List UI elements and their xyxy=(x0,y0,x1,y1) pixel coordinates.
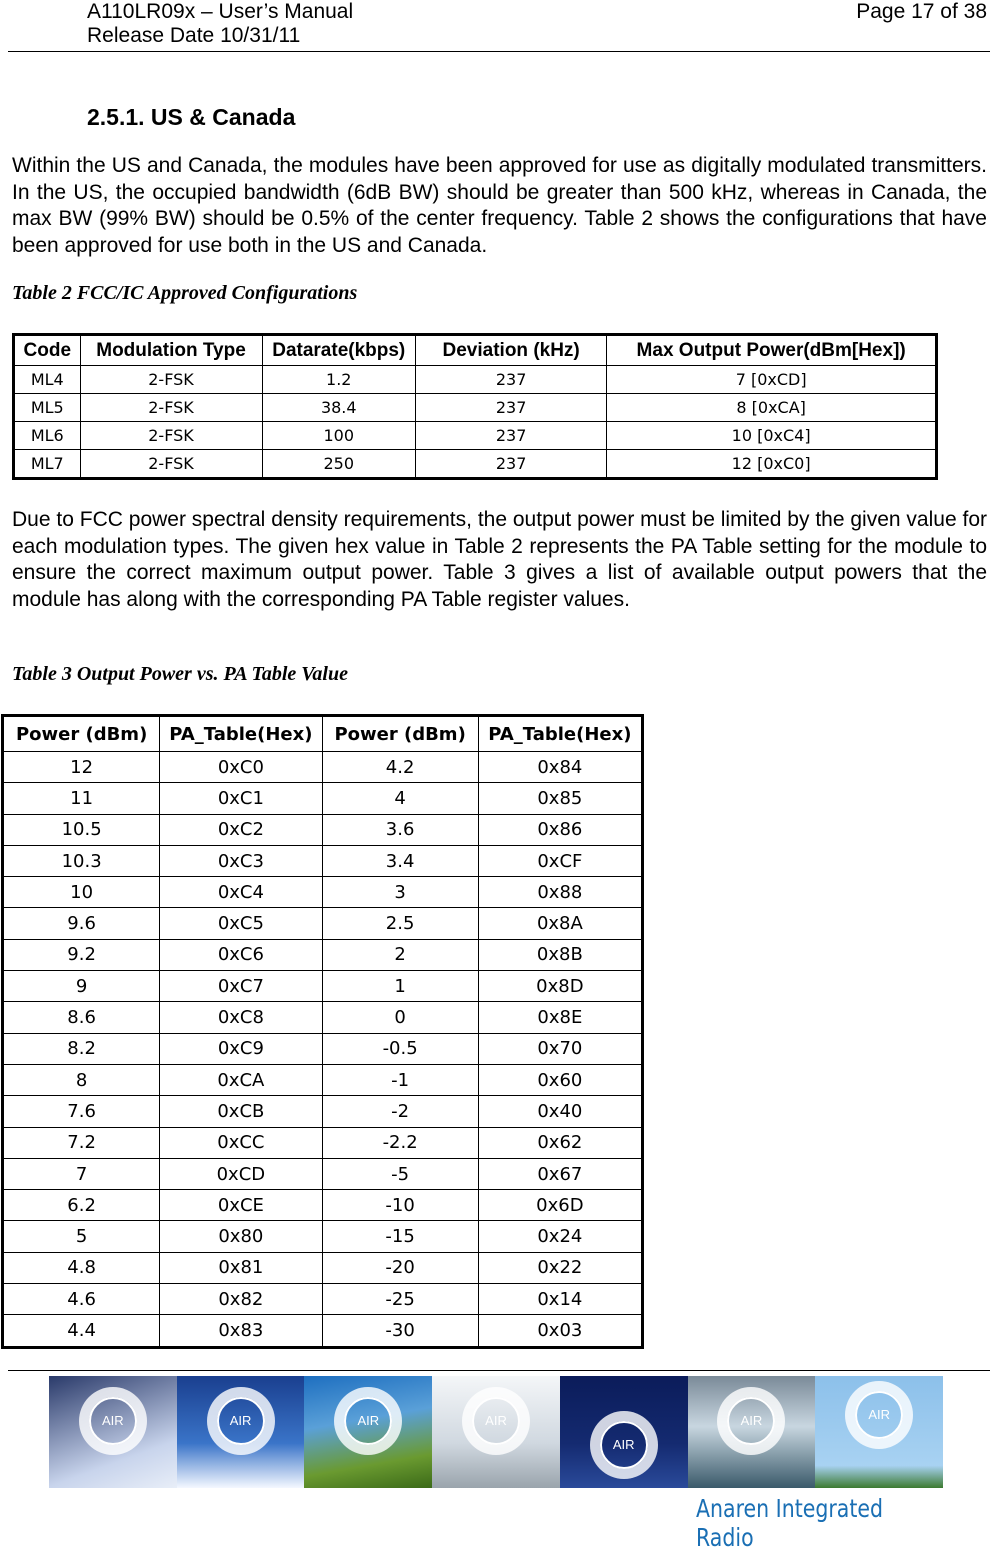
table-cell: 10 xyxy=(3,877,160,908)
table-cell: 4.4 xyxy=(3,1315,160,1347)
table-cell: 9 xyxy=(3,971,160,1002)
table-row xyxy=(3,1221,643,1252)
table-cell: -1 xyxy=(322,1064,478,1095)
table-cell: ML5 xyxy=(14,394,81,422)
table-cell: 0x8E xyxy=(478,1002,642,1033)
table-cell: -2.2 xyxy=(322,1127,478,1158)
table-row xyxy=(3,845,643,876)
table-cell: -15 xyxy=(322,1221,478,1252)
table-cell: 0x24 xyxy=(478,1221,642,1252)
table-cell: 0xCE xyxy=(160,1190,322,1221)
table-cell: 2-FSK xyxy=(80,422,262,450)
table-cell: ML6 xyxy=(14,422,81,450)
table-row xyxy=(3,971,643,1002)
table-cell: 12 [0xC0] xyxy=(607,450,937,479)
table-cell: 0x6D xyxy=(478,1190,642,1221)
table-cell: 8.6 xyxy=(3,1002,160,1033)
table-cell: 1 xyxy=(322,971,478,1002)
banner-image-cyclist: AIR xyxy=(304,1376,432,1488)
table-cell: 0x67 xyxy=(478,1158,642,1189)
table-cell: 8 xyxy=(3,1064,160,1095)
banner-image-kayaker: AIR xyxy=(688,1376,816,1488)
banner-image-snowboarder: AIR xyxy=(432,1376,560,1488)
column-header: Modulation Type xyxy=(80,335,262,366)
table-cell: ML4 xyxy=(14,366,81,394)
table-cell: 100 xyxy=(262,422,416,450)
table-row xyxy=(3,908,643,939)
brand-logo-text: Anaren Integrated Radio xyxy=(696,1494,884,1552)
table-cell: 0x82 xyxy=(160,1284,322,1315)
table2-caption: Table 2 FCC/IC Approved Configurations xyxy=(12,282,358,304)
approved-configurations-table xyxy=(12,333,938,480)
table-cell: 2 xyxy=(322,939,478,970)
table-cell: 0x8D xyxy=(478,971,642,1002)
table-cell: 3.6 xyxy=(322,814,478,845)
table-cell: 0xC4 xyxy=(160,877,322,908)
table-row xyxy=(3,1252,643,1283)
table-row xyxy=(3,1284,643,1315)
banner-image-rollerblader: AIR xyxy=(815,1376,943,1488)
table-cell: 0x14 xyxy=(478,1284,642,1315)
table-row xyxy=(3,1127,643,1158)
table-row xyxy=(3,1002,643,1033)
table-cell: 237 xyxy=(416,450,607,479)
table-row xyxy=(3,752,643,783)
table-cell: 0x80 xyxy=(160,1221,322,1252)
header-page-number: Page 17 of 38 xyxy=(856,0,987,23)
column-header: Max Output Power(dBm[Hex]) xyxy=(607,335,937,366)
table-cell: 0xCD xyxy=(160,1158,322,1189)
table-row xyxy=(3,1033,643,1064)
table-cell: 1.2 xyxy=(262,366,416,394)
table-cell: 0xC8 xyxy=(160,1002,322,1033)
table-cell: 2-FSK xyxy=(80,450,262,479)
table-cell: 0x22 xyxy=(478,1252,642,1283)
table-cell: 0x88 xyxy=(478,877,642,908)
table-cell: 0x70 xyxy=(478,1033,642,1064)
banner-image-skateboarder: AIR xyxy=(49,1376,177,1488)
column-header: Datarate(kbps) xyxy=(262,335,416,366)
table-cell: 0x86 xyxy=(478,814,642,845)
table-cell: 0x62 xyxy=(478,1127,642,1158)
header-release-date: Release Date 10/31/11 xyxy=(87,24,301,47)
section-heading: 2.5.1. US & Canada xyxy=(87,104,296,130)
table-cell: 0x85 xyxy=(478,783,642,814)
column-header: Power (dBm) xyxy=(322,716,478,752)
table-cell: 0 xyxy=(322,1002,478,1033)
header-title: A110LR09x – User’s Manual xyxy=(87,0,354,23)
table-cell: 10 [0xC4] xyxy=(607,422,937,450)
table-cell: 237 xyxy=(416,394,607,422)
table-cell: 0xCC xyxy=(160,1127,322,1158)
table-cell: 237 xyxy=(416,366,607,394)
table-cell: 10.5 xyxy=(3,814,160,845)
table-cell: 0xC5 xyxy=(160,908,322,939)
table-cell: 4 xyxy=(322,783,478,814)
table-row xyxy=(14,450,937,479)
table-row xyxy=(3,1064,643,1095)
table-cell: 0xC6 xyxy=(160,939,322,970)
table-cell: 0xC2 xyxy=(160,814,322,845)
table-row xyxy=(3,1315,643,1347)
table-cell: 0xC7 xyxy=(160,971,322,1002)
column-header: Deviation (kHz) xyxy=(416,335,607,366)
table-cell: 0x81 xyxy=(160,1252,322,1283)
table-cell: 6.2 xyxy=(3,1190,160,1221)
table-cell: -10 xyxy=(322,1190,478,1221)
table-cell: 0x83 xyxy=(160,1315,322,1347)
table-cell: -0.5 xyxy=(322,1033,478,1064)
table-cell: 12 xyxy=(3,752,160,783)
table-cell: 0xCF xyxy=(478,845,642,876)
table-cell: 0xC9 xyxy=(160,1033,322,1064)
table-cell: 0x40 xyxy=(478,1096,642,1127)
table-cell: 7.6 xyxy=(3,1096,160,1127)
footer-divider xyxy=(8,1370,990,1371)
table-row xyxy=(3,814,643,845)
table-row xyxy=(3,1158,643,1189)
table-cell: 4.6 xyxy=(3,1284,160,1315)
table-cell: 0x84 xyxy=(478,752,642,783)
table-cell: 9.2 xyxy=(3,939,160,970)
table-cell: 4.8 xyxy=(3,1252,160,1283)
table-cell: 11 xyxy=(3,783,160,814)
table-cell: 0xC3 xyxy=(160,845,322,876)
table-cell: 8.2 xyxy=(3,1033,160,1064)
footer-banner xyxy=(49,1376,943,1488)
column-header: Power (dBm) xyxy=(3,716,160,752)
table-cell: ML7 xyxy=(14,450,81,479)
table-cell: -20 xyxy=(322,1252,478,1283)
banner-image-windsurfer: AIR xyxy=(560,1376,688,1488)
table-cell: -30 xyxy=(322,1315,478,1347)
table-cell: 2.5 xyxy=(322,908,478,939)
table-cell: 9.6 xyxy=(3,908,160,939)
table-cell: 2-FSK xyxy=(80,394,262,422)
table-cell: -25 xyxy=(322,1284,478,1315)
table-cell: 7 [0xCD] xyxy=(607,366,937,394)
table-cell: 237 xyxy=(416,422,607,450)
table-cell: 10.3 xyxy=(3,845,160,876)
table-cell: 3.4 xyxy=(322,845,478,876)
table-cell: 2-FSK xyxy=(80,366,262,394)
table-cell: 7 xyxy=(3,1158,160,1189)
table-cell: 0x03 xyxy=(478,1315,642,1347)
table-row xyxy=(3,783,643,814)
table-row xyxy=(14,422,937,450)
table-row xyxy=(3,1190,643,1221)
intro-paragraph: Within the US and Canada, the modules have been approved for use as digitally modulated transmitters. In the US, the occupied bandwidth (6dB BW) should be greater than 500 kHz, whereas in Canada, the max BW (99% BW) should be 0.5% of the center frequency. Table 2 shows the configurations that have been approved for use both in the US and Canada. xyxy=(12,154,987,257)
table3-caption: Table 3 Output Power vs. PA Table Value xyxy=(12,663,348,685)
output-power-table xyxy=(1,714,644,1349)
table-row xyxy=(14,394,937,422)
column-header: Code xyxy=(14,335,81,366)
table-cell: 0xCA xyxy=(160,1064,322,1095)
table-cell: -5 xyxy=(322,1158,478,1189)
table-row xyxy=(14,366,937,394)
power-paragraph: Due to FCC power spectral density requirements, the output power must be limited by the given value for each modulation types. The given hex value in Table 2 represents the PA Table setting for the module to ensure the correct maximum output power. Table 3 gives a list of available output powers that the module has along with the corresponding PA Table register values. xyxy=(12,508,987,611)
table-cell: 3 xyxy=(322,877,478,908)
table-cell: -2 xyxy=(322,1096,478,1127)
table-cell: 8 [0xCA] xyxy=(607,394,937,422)
column-header: PA_Table(Hex) xyxy=(478,716,642,752)
table-cell: 0xCB xyxy=(160,1096,322,1127)
table-cell: 7.2 xyxy=(3,1127,160,1158)
table-row xyxy=(3,1096,643,1127)
table-cell: 0xC0 xyxy=(160,752,322,783)
column-header: PA_Table(Hex) xyxy=(160,716,322,752)
table-cell: 0xC1 xyxy=(160,783,322,814)
table-cell: 4.2 xyxy=(322,752,478,783)
header-divider xyxy=(8,51,990,52)
table-row xyxy=(3,939,643,970)
table-cell: 0x8B xyxy=(478,939,642,970)
table-cell: 250 xyxy=(262,450,416,479)
banner-image-skier: AIR xyxy=(177,1376,305,1488)
table-cell: 0x60 xyxy=(478,1064,642,1095)
table-cell: 5 xyxy=(3,1221,160,1252)
table-cell: 0x8A xyxy=(478,908,642,939)
table-row xyxy=(3,877,643,908)
table-cell: 38.4 xyxy=(262,394,416,422)
